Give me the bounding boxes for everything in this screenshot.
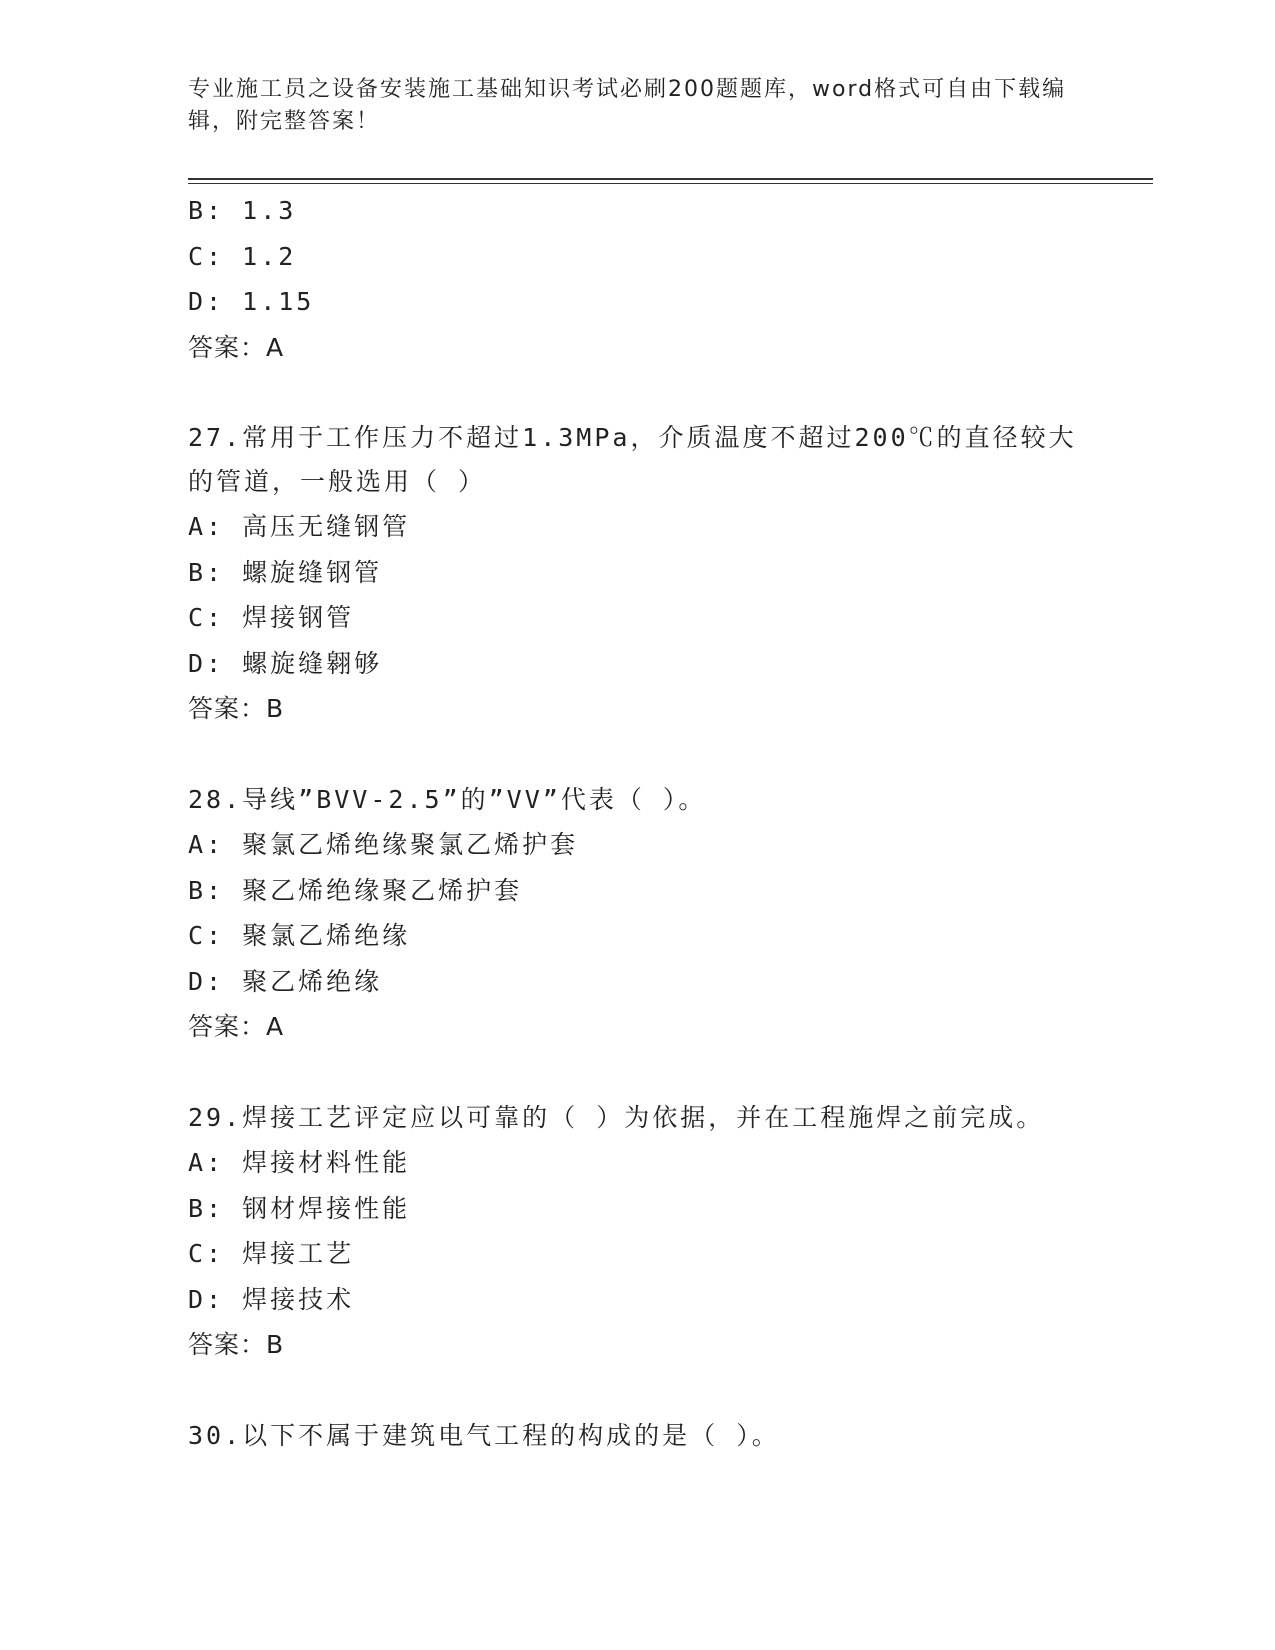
option-d: D: 1.15 bbox=[188, 287, 315, 316]
spacer bbox=[188, 370, 1088, 415]
answer-line: 答案：B bbox=[188, 694, 285, 723]
option-b: B: 钢材焊接性能 bbox=[188, 1193, 411, 1223]
answer-line: 答案：A bbox=[188, 332, 285, 362]
document-header bbox=[188, 74, 1088, 138]
option-b: B: 聚乙烯绝缘聚乙烯护套 bbox=[188, 875, 523, 905]
header-rule-thin bbox=[188, 183, 1153, 184]
question-29-text: 29.焊接工艺评定应以可靠的（ ）为依据，并在工程施焊之前完成。 bbox=[188, 1102, 1045, 1132]
question-content bbox=[188, 188, 1088, 1458]
option-a: A: 高压无缝钢管 bbox=[188, 512, 411, 541]
option-c: C: 焊接工艺 bbox=[188, 1239, 355, 1268]
question-28-text: 28.导线”BVV-2.5”的”VV”代表（ ）。 bbox=[188, 784, 707, 814]
question-30-text: 30.以下不属于建筑电气工程的构成的是（ ）。 bbox=[188, 1420, 780, 1450]
option-d: D: 聚乙烯绝缘 bbox=[188, 966, 383, 996]
option-a: A: 聚氯乙烯绝缘聚氯乙烯护套 bbox=[188, 830, 579, 859]
header-title: 专业施工员之设备安装施工基础知识考试必刷200题题库，word格式可自由下载编辑，附完整答案！ bbox=[188, 77, 1067, 134]
spacer bbox=[188, 1050, 1088, 1095]
option-d: D: 螺旋缝翱够 bbox=[188, 648, 383, 678]
answer-line: 答案：A bbox=[188, 1012, 285, 1041]
spacer bbox=[188, 1368, 1088, 1413]
answer-line: 答案：B bbox=[188, 1330, 285, 1359]
option-b: B: 1.3 bbox=[188, 196, 297, 225]
option-a: A: 焊接材料性能 bbox=[188, 1148, 411, 1177]
option-d: D: 焊接技术 bbox=[188, 1284, 355, 1314]
option-c: C: 1.2 bbox=[188, 241, 297, 271]
option-c: C: 焊接钢管 bbox=[188, 603, 355, 632]
option-c: C: 聚氯乙烯绝缘 bbox=[188, 921, 411, 950]
option-b: B: 螺旋缝钢管 bbox=[188, 557, 383, 587]
spacer bbox=[188, 732, 1088, 777]
header-rule-thick bbox=[188, 178, 1153, 180]
question-27-text: 27.常用于工作压力不超过1.3MPa，介质温度不超过200℃的直径较大的管道，一般选用（ ） bbox=[188, 423, 1077, 496]
